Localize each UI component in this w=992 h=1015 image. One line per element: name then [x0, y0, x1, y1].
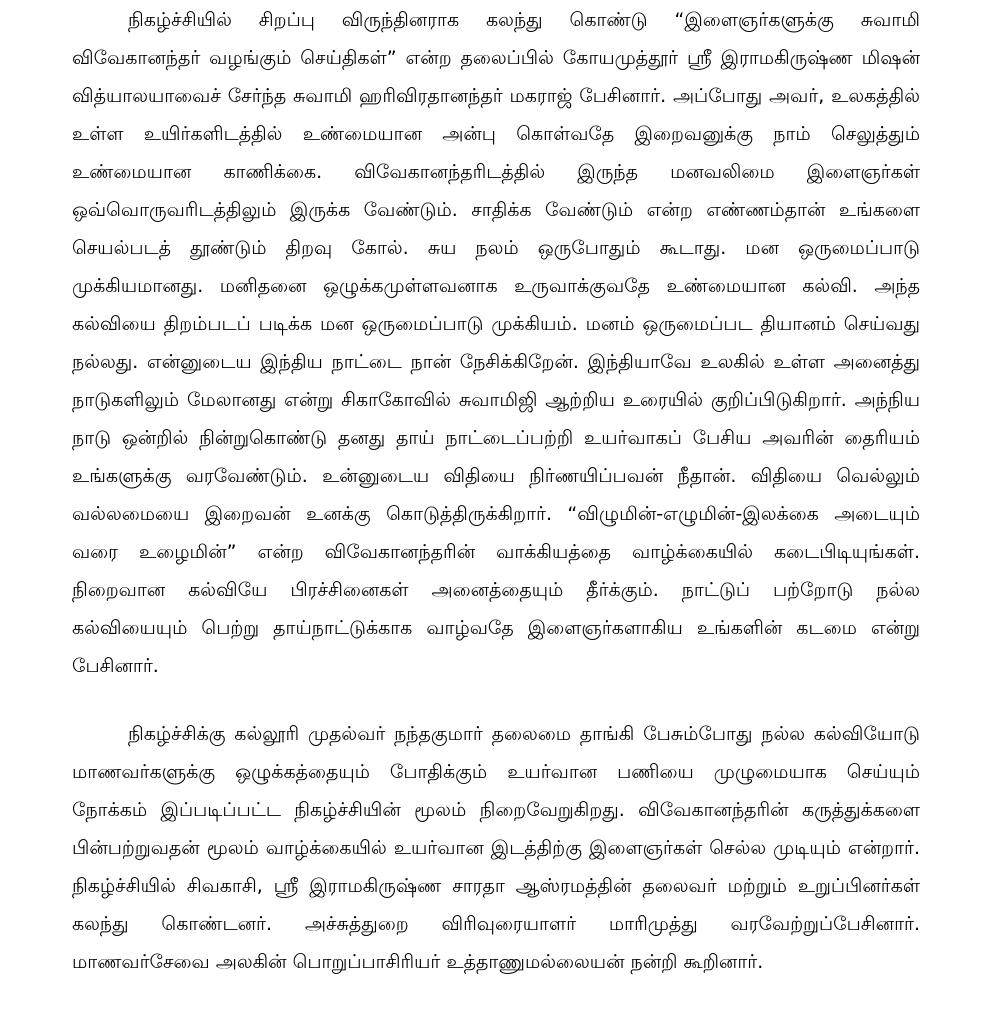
text-line: நிகழ்ச்சியில் சிறப்பு விருந்தினராக கலந்து கொண்டு “இளைஞர்களுக்கு சுவாமி — [128, 9, 920, 31]
text-line: உண்மையான காணிக்கை. விவேகானந்தரிடத்தில் இருந்த மனவலிமை இளைஞர்கள் — [72, 161, 920, 183]
text-line: வித்யாலயாவைச் சேர்ந்த சுவாமி ஹரிவிரதானந்தர் மகராஜ் பேசினார். அப்போது அவர், உலகத்தில் — [72, 85, 920, 107]
text-line: நிகழ்ச்சிக்கு கல்லூரி முதல்வர் நந்தகுமார் தலைமை தாங்கி பேசும்போது நல்ல கல்வியோடு — [128, 723, 920, 745]
text-line: பேசினார். — [72, 655, 159, 677]
text-line: நிறைவான கல்வியே பிரச்சினைகள் அனைத்தையும் தீர்க்கும். நாட்டுப் பற்றோடு நல்ல — [72, 579, 920, 601]
text-line: நல்லது. என்னுடைய இந்திய நாட்டை நான் நேசிக்கிறேன். இந்தியாவே உலகில் உள்ள அனைத்து — [72, 351, 920, 373]
text-line: கல்வியை திறம்படப் படிக்க மன ஒருமைப்பாடு முக்கியம். மனம் ஒருமைப்பட தியானம் செய்வது — [72, 313, 920, 335]
text-line: செயல்படத் தூண்டும் திறவு கோல். சுய நலம் ஒருபோதும் கூடாது. மன ஒருமைப்பாடு — [72, 237, 920, 259]
text-line: நாடுகளிலும் மேலானது என்று சிகாகோவில் சுவாமிஜி ஆற்றிய உரையில் குறிப்பிடுகிறார். அந்நிய — [72, 389, 920, 411]
text-line: நாடு ஒன்றில் நின்றுகொண்டு தனது தாய் நாட்டைப்பற்றி உயர்வாகப் பேசிய அவரின் தைரியம் — [72, 427, 920, 449]
text-line: கலந்து கொண்டனர். அச்சுத்துறை விரிவுரையாளர் மாரிமுத்து வரவேற்றுப்பேசினார். — [72, 913, 920, 935]
text-line: முக்கியமானது. மனிதனை ஒழுக்கமுள்ளவனாக உருவாக்குவதே உண்மையான கல்வி. அந்த — [72, 275, 920, 297]
text-line: உங்களுக்கு வரவேண்டும். உன்னுடைய விதியை நிர்ணயிப்பவன் நீதான். விதியை வெல்லும் — [72, 465, 920, 487]
text-line: உள்ள உயிர்களிடத்தில் உண்மையான அன்பு கொள்வதே இறைவனுக்கு நாம் செலுத்தும் — [72, 123, 920, 145]
text-line: நிகழ்ச்சியில் சிவகாசி, ஸ்ரீ இராமகிருஷ்ண சாரதா ஆஸ்ரமத்தின் தலைவர் மற்றும் உறுப்பினர்கள் — [72, 875, 920, 897]
text-line: வல்லமையை இறைவன் உனக்கு கொடுத்திருக்கிறார். “விழுமின்-எழுமின்-இலக்கை அடையும் — [72, 503, 920, 525]
text-line: மாணவர்களுக்கு ஒழுக்கத்தையும் போதிக்கும் உயர்வான பணியை முழுமையாக செய்யும் — [72, 761, 920, 783]
text-line: பின்பற்றுவதன் மூலம் வாழ்க்கையில் உயர்வான இடத்திற்கு இளைஞர்கள் செல்ல முடியும் என்றார். — [72, 837, 920, 859]
text-line: நோக்கம் இப்படிப்பட்ட நிகழ்ச்சியின் மூலம் நிறைவேறுகிறது. விவேகானந்தரின் கருத்துக்களை — [72, 799, 920, 821]
text-line: கல்வியையும் பெற்று தாய்நாட்டுக்காக வாழ்வதே இளைஞர்களாகிய உங்களின் கடமை என்று — [72, 617, 920, 639]
text-line: விவேகானந்தர் வழங்கும் செய்திகள்” என்ற தலைப்பில் கோயமுத்தூர் ஸ்ரீ இராமகிருஷ்ண மிஷன் — [72, 47, 920, 69]
text-line: மாணவர்சேவை அலகின் பொறுப்பாசிரியர் உத்தாணுமல்லையன் நன்றி கூறினார். — [72, 951, 764, 973]
text-line: வரை உழைமின்” என்ற விவேகானந்தரின் வாக்கியத்தை வாழ்க்கையில் கடைபிடியுங்கள். — [72, 541, 920, 563]
document-page — [72, 0, 920, 1015]
text-line: ஒவ்வொருவரிடத்திலும் இருக்க வேண்டும். சாதிக்க வேண்டும் என்ற எண்ணம்தான் உங்களை — [72, 199, 920, 221]
